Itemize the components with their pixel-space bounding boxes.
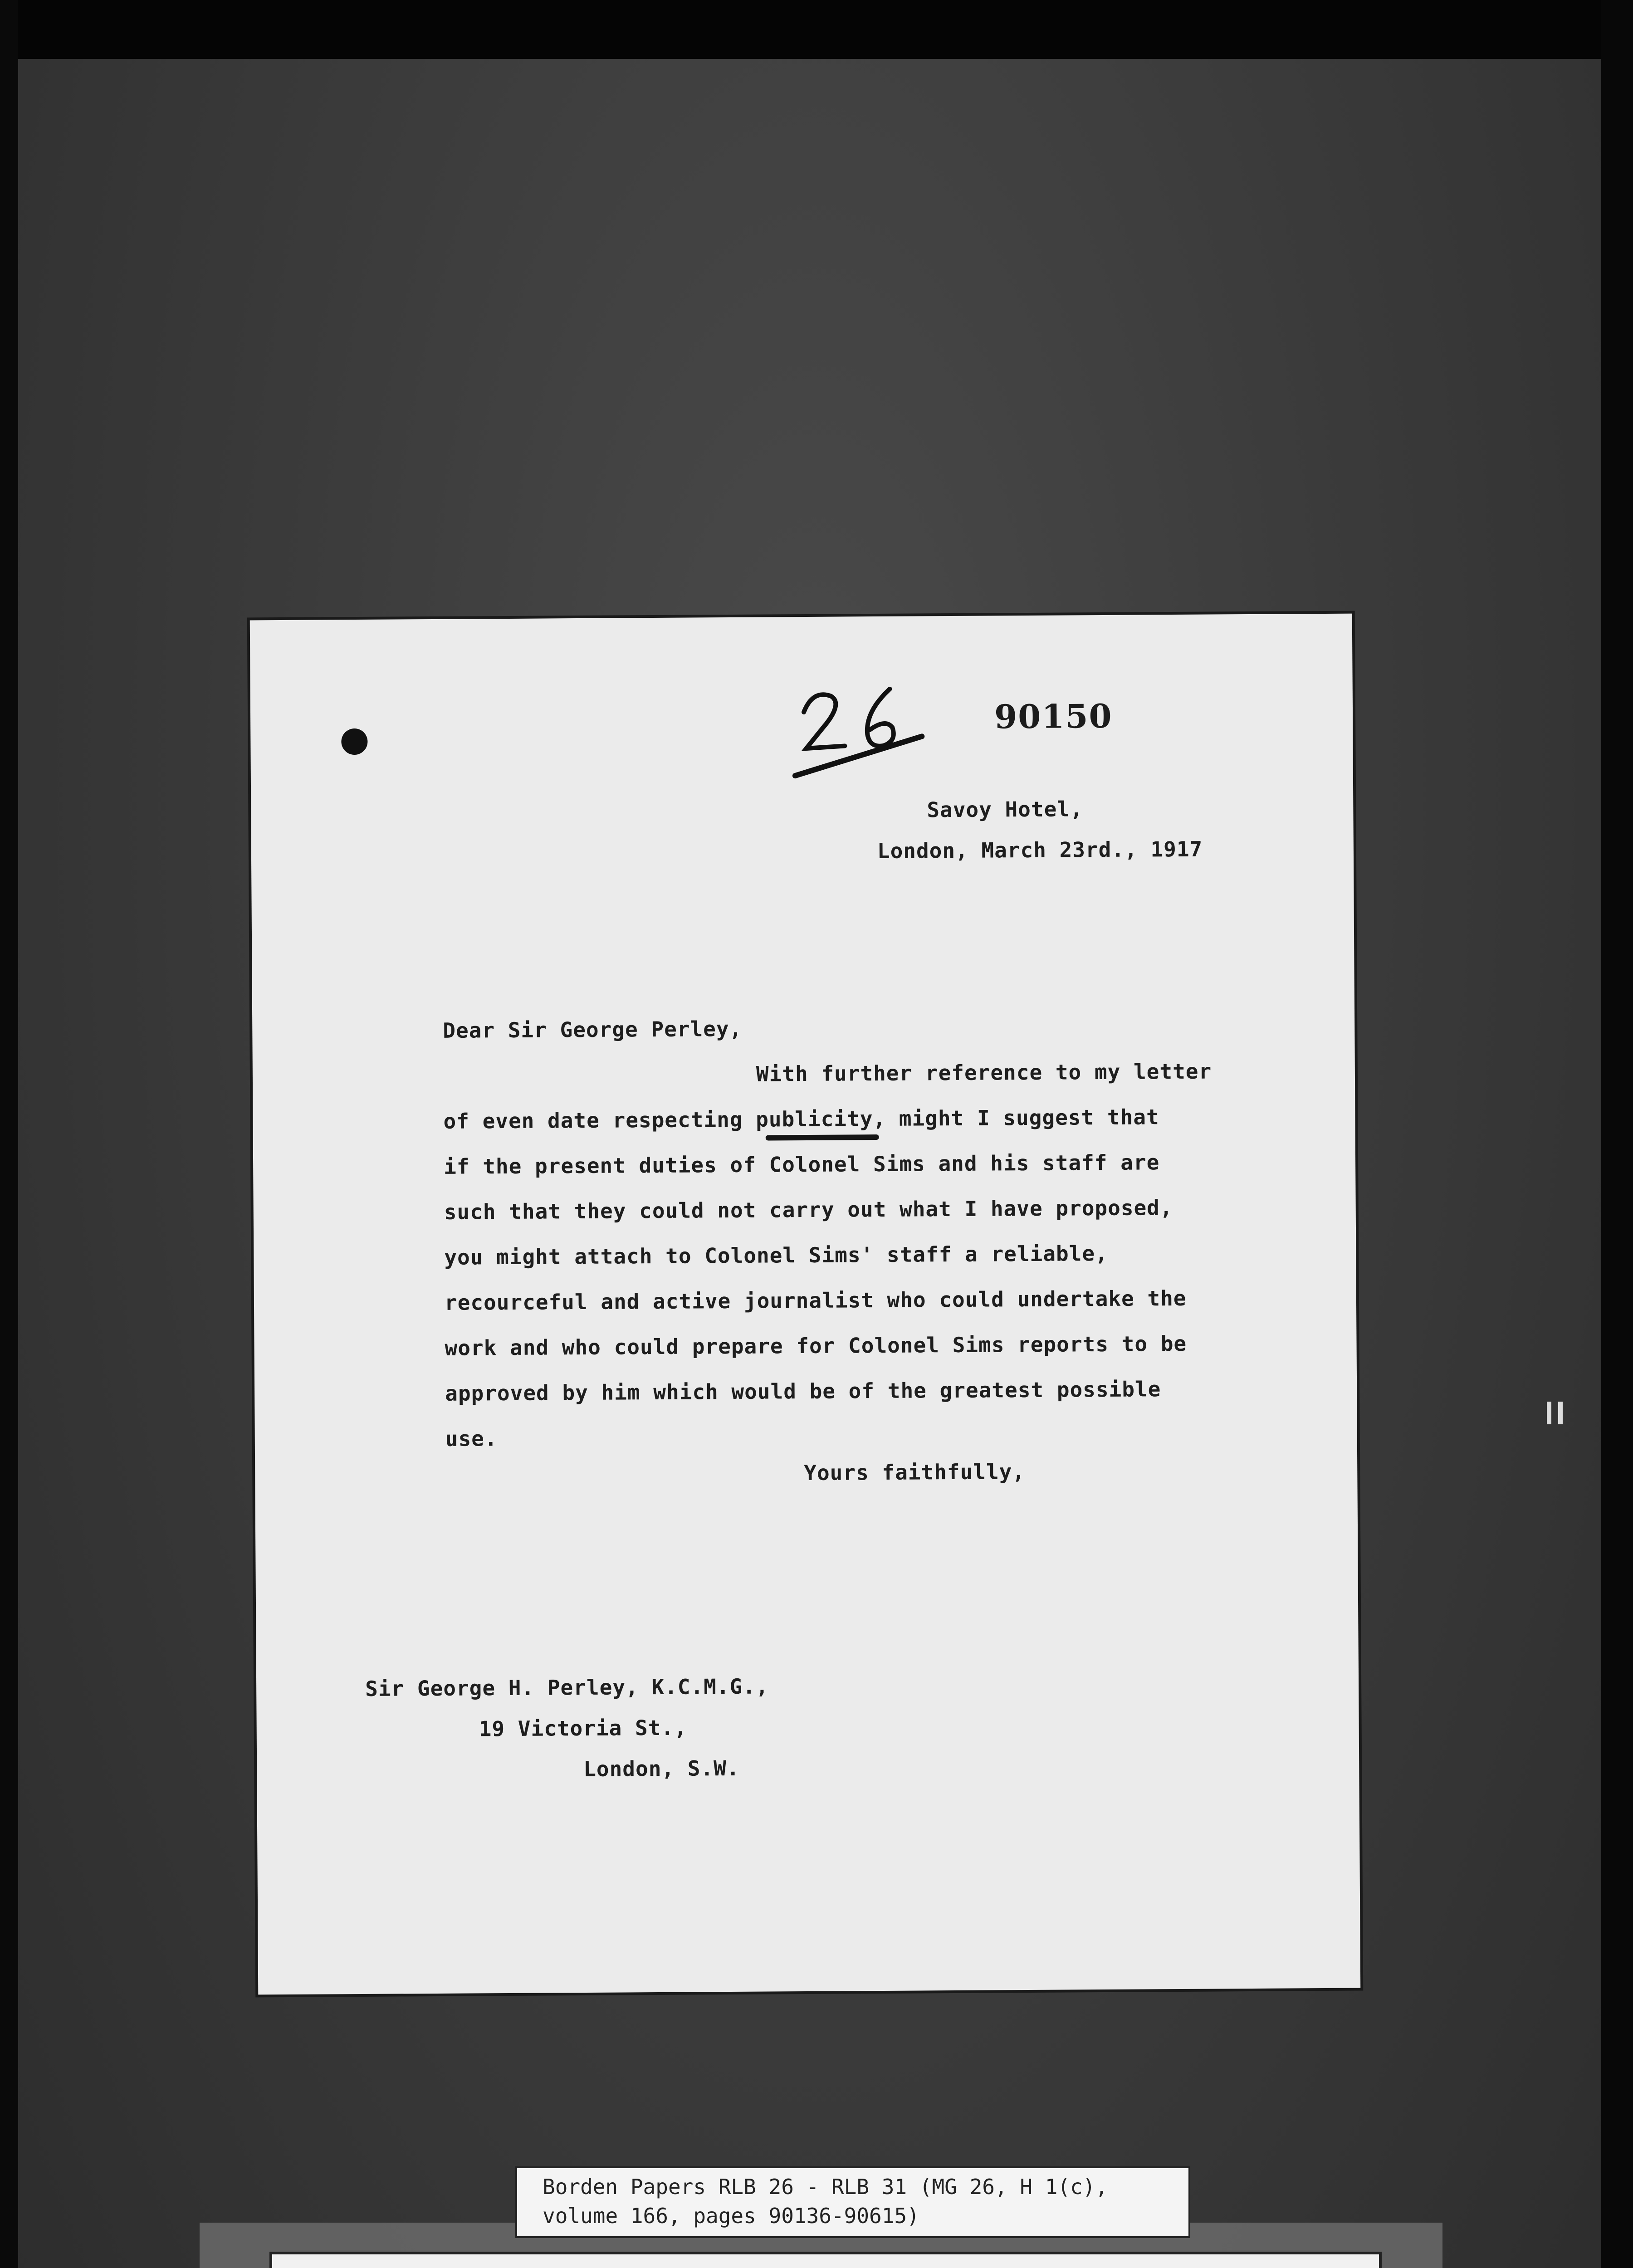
body-line-2: of even date respecting publicity, might I suggest that: [443, 1105, 1159, 1134]
body-line-7: work and who could prepare for Colonel Sims reports to be: [445, 1331, 1187, 1360]
recipient-line-3: London, S.W.: [583, 1755, 740, 1782]
closing: Yours faithfully,: [804, 1459, 1026, 1486]
svg-text:26: 26: [790, 674, 799, 683]
body-line-1: With further reference to my letter: [756, 1059, 1212, 1086]
recipient-line-1: Sir George H. Perley, K.C.M.G.,: [365, 1674, 769, 1701]
punch-hole: [341, 728, 367, 755]
archive-label: [272, 2254, 1379, 2268]
body-line-6: recourceful and active journalist who could undertake the: [444, 1286, 1187, 1315]
address-line-1: Savoy Hotel,: [927, 797, 1083, 822]
handwritten-number: [790, 674, 927, 785]
body-line-4: such that they could not carry out what I have proposed,: [444, 1195, 1173, 1224]
film-mark: [1547, 1402, 1551, 1424]
body-line-9: use.: [445, 1426, 498, 1451]
reference-line-2: volume 166, pages 90136-90615): [543, 2204, 919, 2228]
recipient-line-2: 19 Victoria St.,: [479, 1715, 687, 1741]
reference-tag: [517, 2168, 1188, 2236]
film-right-edge: [1601, 0, 1633, 2268]
letter-page: [250, 614, 1360, 1995]
handwritten-underline: [766, 1134, 879, 1141]
body-line-3: if the present duties of Colonel Sims and his staff are: [443, 1150, 1160, 1179]
archive-page-number: 90150: [994, 696, 1113, 736]
film-top-edge: [0, 0, 1633, 59]
body-line-8: approved by him which would be of the greatest possible: [445, 1377, 1161, 1406]
salutation: Dear Sir George Perley,: [443, 1016, 743, 1043]
address-line-2: London, March 23rd., 1917: [877, 836, 1203, 864]
film-mark: [1558, 1402, 1563, 1424]
body-line-5: you might attach to Colonel Sims' staff a reliable,: [444, 1241, 1108, 1270]
film-left-edge: [0, 0, 18, 2268]
reference-line-1: Borden Papers RLB 26 - RLB 31 (MG 26, H 1(c),: [543, 2175, 1108, 2199]
